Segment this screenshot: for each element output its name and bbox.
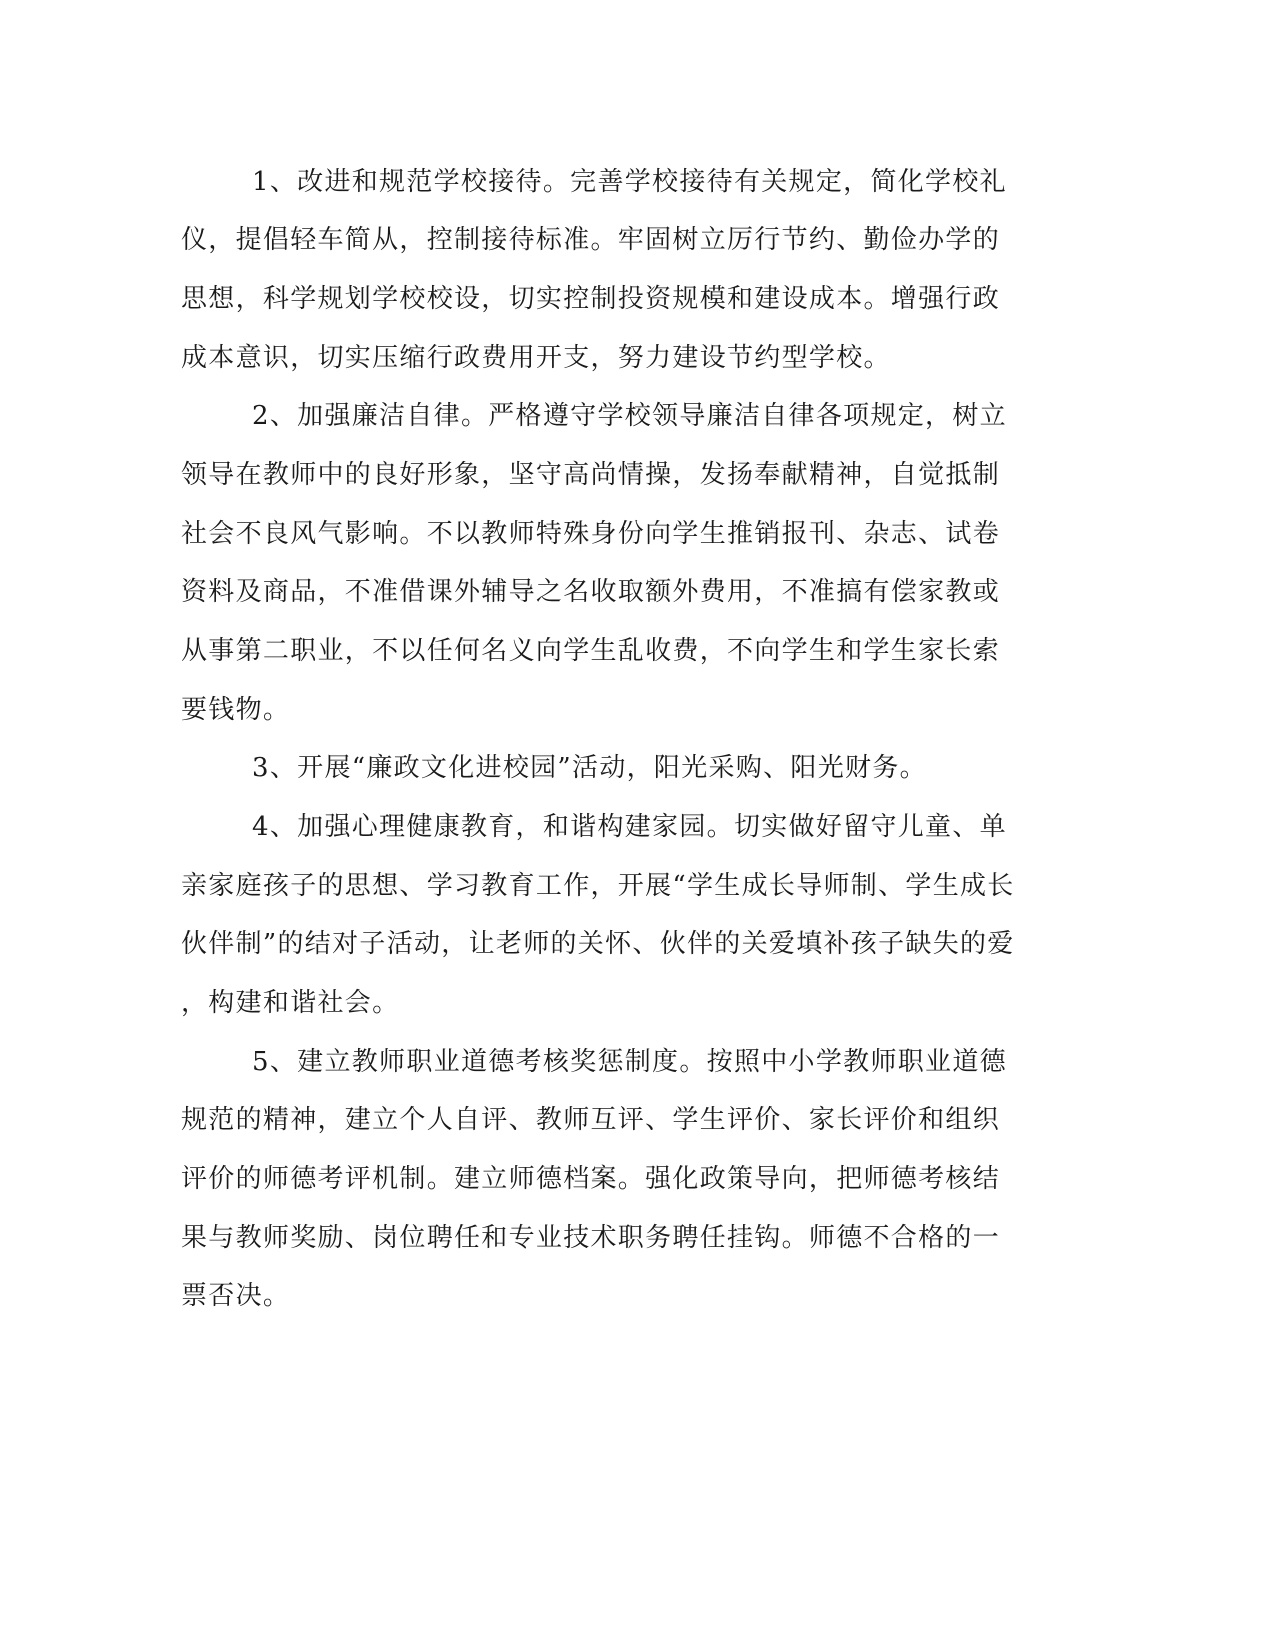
paragraph-1-line-2: 仪，提倡轻车简从，控制接待标准。牢固树立厉行节约、勤俭办学的 <box>181 225 1001 255</box>
paragraph-5-line-1: 5、建立教师职业道德考核奖惩制度。按照中小学教师职业道德 <box>252 1047 1007 1077</box>
paragraph-4-line-2: 亲家庭孩子的思想、学习教育工作，开展“学生成长导师制、学生成长 <box>181 871 1015 901</box>
paragraph-2-line-3: 社会不良风气影响。不以教师特殊身份向学生推销报刊、杂志、试卷 <box>181 519 1001 549</box>
paragraph-2-line-4: 资料及商品，不准借课外辅导之名收取额外费用，不准搞有偿家教或 <box>181 577 1001 607</box>
paragraph-2-line-5: 从事第二职业，不以任何名义向学生乱收费，不向学生和学生家长索 <box>181 636 1001 666</box>
paragraph-3-line-1: 3、开展“廉政文化进校园”活动，阳光采购、阳光财务。 <box>252 753 927 783</box>
paragraph-2-line-6: 要钱物。 <box>181 695 291 725</box>
paragraph-4-line-1: 4、加强心理健康教育，和谐构建家园。切实做好留守儿童、单 <box>252 812 1007 842</box>
paragraph-1-line-1: 1、改进和规范学校接待。完善学校接待有关规定，简化学校礼 <box>252 167 1007 197</box>
paragraph-1-line-4: 成本意识，切实压缩行政费用开支，努力建设节约型学校。 <box>181 343 891 373</box>
paragraph-5-line-2: 规范的精神，建立个人自评、教师互评、学生评价、家长评价和组织 <box>181 1105 1001 1135</box>
paragraph-4-line-3: 伙伴制”的结对子活动，让老师的关怀、伙伴的关爱填补孩子缺失的爱 <box>181 929 1015 959</box>
paragraph-5-line-5: 票否决。 <box>181 1281 291 1311</box>
paragraph-5-line-4: 果与教师奖励、岗位聘任和专业技术职务聘任挂钩。师德不合格的一 <box>181 1223 1001 1253</box>
paragraph-1-line-3: 思想，科学规划学校校设，切实控制投资规模和建设成本。增强行政 <box>181 284 1001 314</box>
paragraph-2-line-2: 领导在教师中的良好形象，坚守高尚情操，发扬奉献精神，自觉抵制 <box>181 460 1001 490</box>
paragraph-2-line-1: 2、加强廉洁自律。严格遵守学校领导廉洁自律各项规定，树立 <box>252 401 1007 431</box>
paragraph-5-line-3: 评价的师德考评机制。建立师德档案。强化政策导向，把师德考核结 <box>181 1164 1001 1194</box>
paragraph-4-line-4: ，构建和谐社会。 <box>181 988 400 1018</box>
